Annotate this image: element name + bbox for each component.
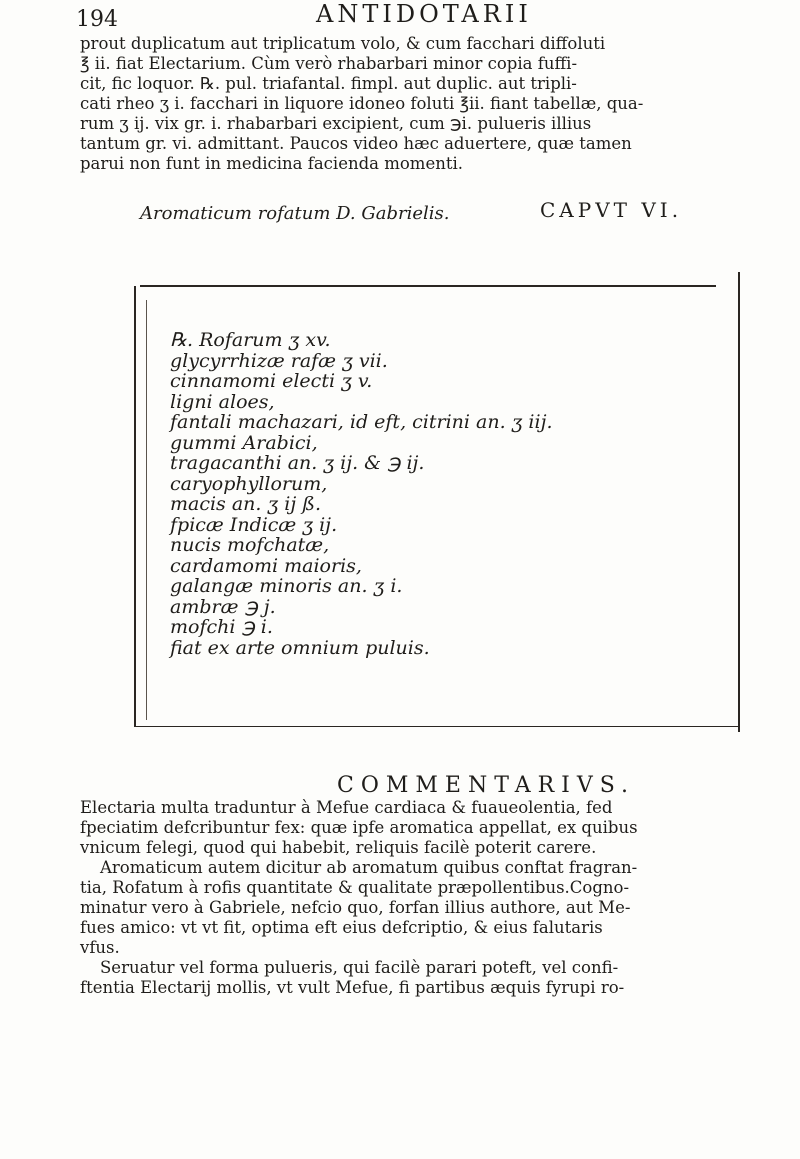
text-line: vfus. xyxy=(80,938,120,957)
recipe-item: nucis mofchatæ, xyxy=(170,534,330,556)
text-line: minatur vero à Gabriele, nefcio quo, forfan illius authore, aut Me- xyxy=(80,898,631,917)
frame-rule xyxy=(146,300,147,720)
text-line: parui non funt in medicina facienda momenti. xyxy=(80,154,463,173)
text-line: ftentia Electarij mollis, vt vult Mefue, fi partibus æquis fyrupi ro- xyxy=(80,978,625,997)
ornamental-rule xyxy=(140,285,716,287)
text-line: fues amico: vt vt fit, optima eft eius defcriptio, & eius falutaris xyxy=(80,918,603,937)
running-title: ANTIDOTARII xyxy=(316,0,532,28)
commentary-heading: COMMENTARIVS. xyxy=(337,773,636,798)
text-line: vnicum felegi, quod qui habebit, reliquis facilè poterit carere. xyxy=(80,838,597,857)
recipe-item: cinnamomi electi ʒ v. xyxy=(170,370,373,392)
frame-rule xyxy=(738,272,740,732)
recipe-item: fantali machazari, id eft, citrini an. ʒ iij. xyxy=(170,411,553,433)
recipe-item: macis an. ʒ ij ß. xyxy=(170,493,321,515)
recipe-item: galangæ minoris an. ʒ i. xyxy=(170,575,403,597)
text-line: Seruatur vel forma pulueris, qui facilè parari poteft, vel confi- xyxy=(100,958,619,977)
commentary-paragraph xyxy=(80,798,728,998)
recipe-item: fiat ex arte omnium puluis. xyxy=(170,636,430,659)
text-line: prout duplicatum aut triplicatum volo, & cum facchari diffoluti xyxy=(80,34,606,53)
recipe-item: ℞. Rofarum ʒ xv. xyxy=(170,329,331,351)
recipe-item: cardamomi maioris, xyxy=(170,554,362,577)
text-line: Electaria multa traduntur à Mefue cardiaca & fuaueolentia, fed xyxy=(80,798,613,817)
recipe-list xyxy=(170,330,553,658)
chapter-label: CAPVT VI. xyxy=(540,198,683,222)
text-line: rum ʒ ij. vix gr. i. rhabarbari excipient, cum ℈i. pulueris illius xyxy=(80,114,592,133)
recipe-item: ambræ ℈ j. xyxy=(170,595,276,618)
recipe-item: tragacanthi an. ʒ ij. & ℈ ij. xyxy=(170,452,425,474)
recipe-item: glycyrrhizæ rafæ ʒ vii. xyxy=(170,349,388,372)
section-title: Aromaticum rofatum D. Gabrielis. xyxy=(140,203,450,224)
text-line: Aromaticum autem dicitur ab aromatum quibus conftat fragran- xyxy=(100,858,638,877)
recipe-item: gummi Arabici, xyxy=(170,431,318,454)
intro-paragraph xyxy=(80,34,728,174)
recipe-item: mofchi ℈ i. xyxy=(170,616,273,638)
text-line: tantum gr. vi. admittant. Paucos video hæc aduertere, quæ tamen xyxy=(80,134,632,153)
page-number: 194 xyxy=(76,7,118,32)
recipe-item: fpicæ Indicæ ʒ ij. xyxy=(170,513,338,536)
recipe-item: caryophyllorum, xyxy=(170,472,328,495)
text-line: cit, fic loquor. ℞. pul. triafantal. fimpl. aut duplic. aut tripli- xyxy=(80,74,577,93)
recipe-item: ligni aloes, xyxy=(170,390,275,413)
text-line: tia, Rofatum à rofis quantitate & qualitate præpollentibus.Cogno- xyxy=(80,878,630,897)
text-line: fpeciatim defcribuntur fex: quæ ipfe aromatica appellat, ex quibus xyxy=(80,818,638,837)
text-line: ℥ ii. fiat Electarium. Cùm verò rhabarbari minor copia fuffi- xyxy=(80,54,578,73)
text-line: cati rheo ʒ i. facchari in liquore idoneo foluti ℥ii. fiant tabellæ, qua- xyxy=(80,94,644,113)
